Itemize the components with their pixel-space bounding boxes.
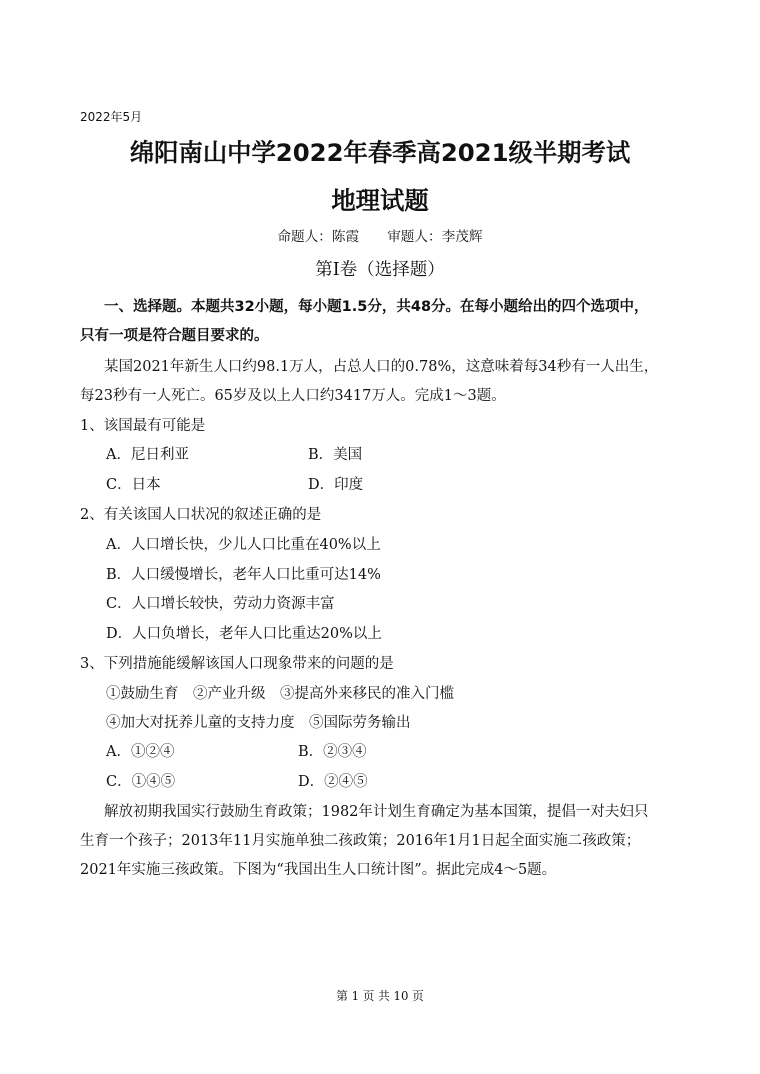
exam-date: 2022年5月 [80,110,143,124]
question-3-items-line-2: ④加大对抚养儿童的支持力度 ⑤国际劳务输出 [106,715,411,731]
reviewer-label: 审题人：李茂辉 [387,229,483,245]
question-1-option-c: C．日本 [106,477,161,493]
question-1-stem: 1、该国最有可能是 [80,418,206,434]
question-3-items-line-1: ①鼓励生育 ②产业升级 ③提高外来移民的准入门槛 [106,686,454,702]
authors-line [0,225,760,245]
material-2-line-2: 生育一个孩子；2013年11月实施单独二孩政策；2016年1月1日起全面实施二孩政策； [80,833,641,849]
material-2-line-3: 2021年实施三孩政策。下图为“我国出生人口统计图”。据此完成4～5题。 [80,862,557,878]
material-1-line-1: 某国2021年新生人口约98.1万人，占总人口的0.78%，这意味着每34秒有一人出生， [104,359,659,375]
material-2-line-1: 解放初期我国实行鼓励生育政策；1982年计划生育确定为基本国策，提倡一对夫妇只 [104,804,649,820]
setter-label: 命题人：陈霞 [277,229,360,245]
exam-title: 绵阳南山中学2022年春季高2021级半期考试 [129,138,631,167]
question-2-option-c: C．人口增长较快，劳动力资源丰富 [106,596,335,612]
question-2-option-a: A．人口增长快，少儿人口比重在40%以上 [106,537,381,553]
question-2-option-d: D．人口负增长，老年人口比重达20%以上 [106,626,382,642]
material-1-line-2: 每23秒有一人死亡。65岁及以上人口约3417万人。完成1～3题。 [80,388,506,404]
question-3-stem: 3、下列措施能缓解该国人口现象带来的问题的是 [80,656,394,672]
question-2-stem: 2、有关该国人口状况的叙述正确的是 [80,507,322,523]
part-heading: 第Ⅰ卷（选择题） [315,260,445,280]
question-3-option-b: B．②③④ [298,744,367,760]
page-number-footer: 第 1 页 共 10 页 [336,989,424,1003]
question-2-option-b: B．人口缓慢增长，老年人口比重可达14% [106,567,381,583]
question-1-option-a: A．尼日利亚 [106,447,189,463]
exam-subtitle: 地理试题 [331,186,429,215]
section-instruction-line-1: 一、选择题。本题共32小题，每小题1.5分，共48分。在每小题给出的四个选项中， [104,299,649,315]
section-instruction-line-2: 只有一项是符合题目要求的。 [80,328,269,344]
question-1-option-b: B．美国 [308,447,363,463]
question-3-option-a: A．①②④ [106,744,175,760]
question-3-option-d: D．②④⑤ [298,774,368,790]
question-1-option-d: D．印度 [308,477,364,493]
question-3-option-c: C．①④⑤ [106,774,176,790]
